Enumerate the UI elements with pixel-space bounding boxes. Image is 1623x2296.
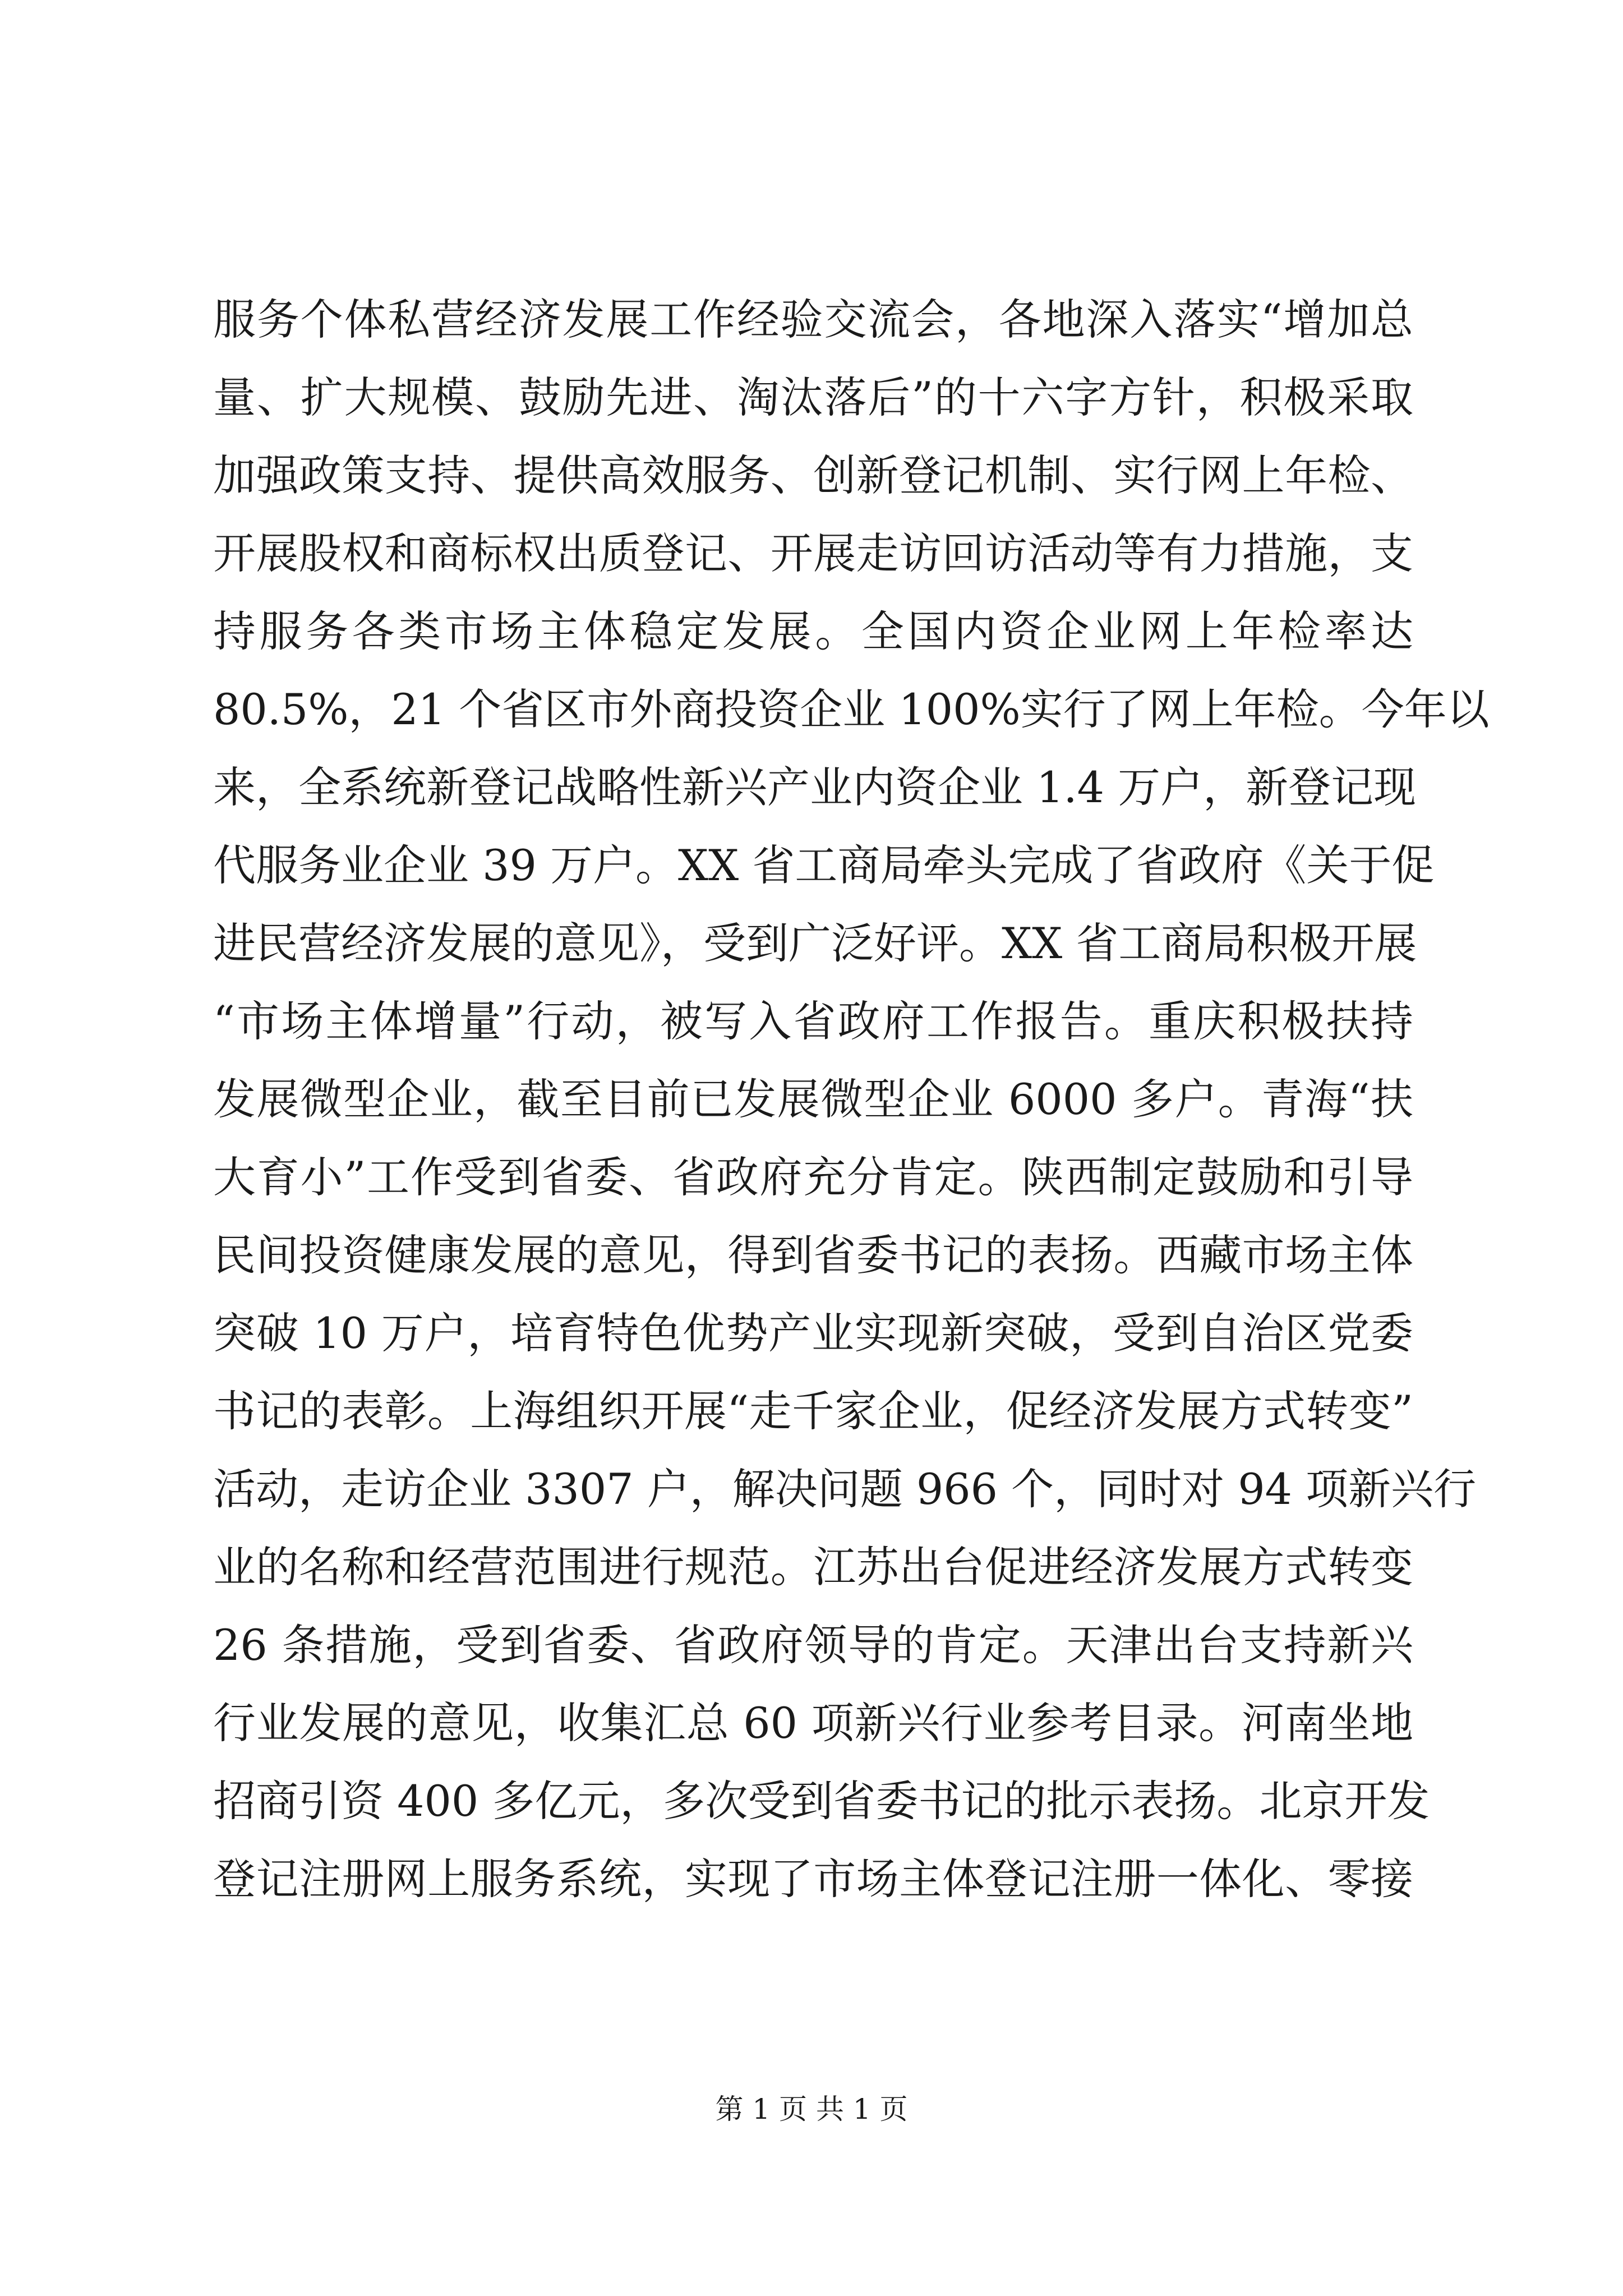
text-line: 开展股权和商标权出质登记、开展走访回访活动等有力措施，支 — [213, 528, 1413, 578]
text-line: 服务个体私营经济发展工作经验交流会，各地深入落实“增加总 — [213, 295, 1413, 344]
text-line: “市场主体增量”行动，被写入省政府工作报告。重庆积极扶持 — [213, 996, 1413, 1046]
text-line: 行业发展的意见，收集汇总 60 项新兴行业参考目录。河南坐地 — [213, 1698, 1413, 1748]
page-number-label: 第 1 页 共 1 页 — [715, 2093, 908, 2125]
text-line: 代服务业企业 39 万户。XX 省工商局牵头完成了省政府《关于促 — [213, 840, 1435, 890]
text-line: 加强政策支持、提供高效服务、创新登记机制、实行网上年检、 — [213, 450, 1413, 500]
text-line: 进民营经济发展的意见》，受到广泛好评。XX 省工商局积极开展 — [213, 918, 1417, 968]
text-line: 80.5%，21 个省区市外商投资企业 100%实行了网上年检。今年以 — [213, 684, 1490, 734]
text-line: 突破 10 万户，培育特色优势产业实现新突破，受到自治区党委 — [213, 1308, 1413, 1358]
text-line: 民间投资健康发展的意见，得到省委书记的表扬。西藏市场主体 — [213, 1230, 1413, 1280]
text-line: 业的名称和经营范围进行规范。江苏出台促进经济发展方式转变 — [213, 1542, 1413, 1592]
text-line: 发展微型企业，截至目前已发展微型企业 6000 多户。青海“扶 — [213, 1074, 1413, 1124]
text-line: 招商引资 400 多亿元，多次受到省委书记的批示表扬。北京开发 — [213, 1776, 1430, 1826]
body-paragraph — [213, 280, 1490, 1918]
page-footer — [0, 2090, 1623, 2129]
text-line: 量、扩大规模、鼓励先进、淘汰落后”的十六字方针，积极采取 — [213, 372, 1413, 422]
text-line: 登记注册网上服务系统，实现了市场主体登记注册一体化、零接 — [213, 1854, 1413, 1904]
text-line: 来，全系统新登记战略性新兴产业内资企业 1.4 万户，新登记现 — [213, 762, 1417, 812]
text-line: 26 条措施，受到省委、省政府领导的肯定。天津出台支持新兴 — [213, 1620, 1413, 1670]
text-line: 持服务各类市场主体稳定发展。全国内资企业网上年检率达 — [213, 606, 1413, 656]
text-line: 活动，走访企业 3307 户，解决问题 966 个，同时对 94 项新兴行 — [213, 1464, 1477, 1514]
text-line: 大育小”工作受到省委、省政府充分肯定。陕西制定鼓励和引导 — [213, 1152, 1413, 1202]
text-line: 书记的表彰。上海组织开展“走千家企业，促经济发展方式转变” — [213, 1386, 1413, 1436]
